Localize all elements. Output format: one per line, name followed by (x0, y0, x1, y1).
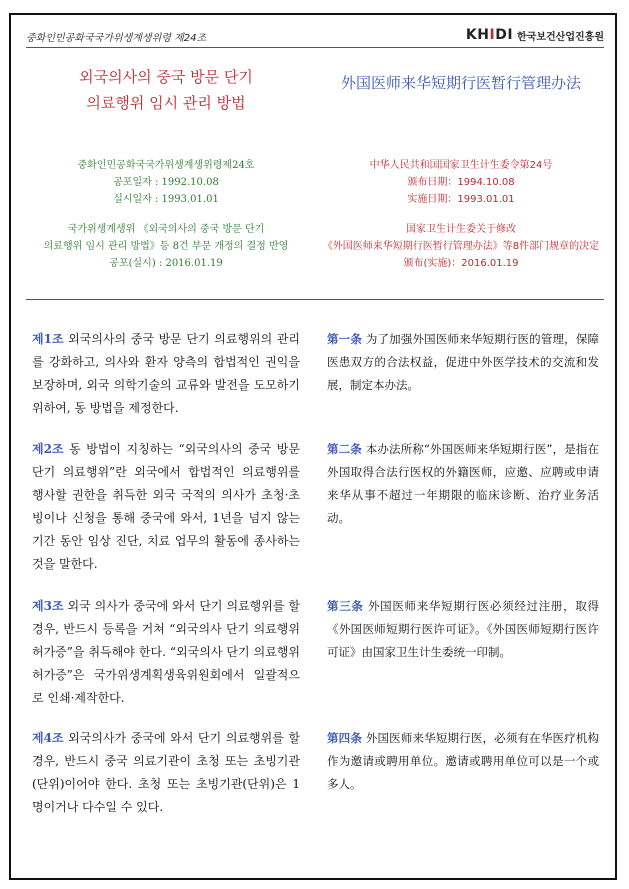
korean-article-number: 제2조 (32, 442, 64, 456)
chinese-title: 外国医师来华短期行医暂行管理办法 (340, 74, 581, 92)
chinese-article-number: 第一条 (327, 332, 363, 346)
khidi-logo (466, 27, 604, 43)
korean-amend-date: 공포(실시) : 2016.01.19 (109, 258, 223, 269)
chinese-article-3 (327, 595, 599, 664)
chinese-amend-line2: 《外国医师来华短期行医暂行管理办法》等8件部门规章的决定 (322, 241, 600, 252)
chinese-article-number: 第二条 (327, 442, 362, 456)
korean-article-1 (32, 328, 300, 420)
chinese-effective: 实施日期：1993.01.01 (407, 194, 515, 205)
chinese-published: 颁布日期：1994.10.08 (407, 177, 515, 188)
korean-article-text: 외국의사의 중국 방문 단기 의료행위의 관리를 강화하고, 의사와 환자 양측의 합법적인 권익을 보장하며, 외국 의학기술의 교류와 발전을 도모하기 위하여, 동 방법을 제정한다. (32, 332, 300, 415)
chinese-article-2 (327, 438, 599, 530)
header-divider (26, 47, 604, 48)
korean-title-line2: 의료행위 임시 관리 방법 (86, 94, 246, 112)
korean-article-number: 제3조 (32, 599, 64, 613)
korean-effective: 실시일자 : 1993.01.01 (113, 194, 219, 205)
korean-article-text: 외국 의사가 중국에 와서 단기 의료행위를 할 경우, 반드시 등록을 거쳐 “외국의사 단기 의료행위 허가증”을 취득해야 한다. “외국의사 단기 의료행위 허가증”은 국가위생계획생육위원회에서 일괄적으로 인쇄·제작한다. (32, 599, 300, 705)
logo-mark: KHIDI (465, 27, 514, 43)
chinese-article-number: 第三条 (327, 599, 364, 613)
chinese-article-number: 第四条 (327, 731, 363, 745)
korean-amend-line1: 국가위생계생위 《외국의사의 중국 방문 단기 (67, 224, 265, 235)
korean-article-number: 제1조 (32, 332, 64, 346)
chinese-issuer: 中华人民共和国国家卫生计生委令第24号 (369, 160, 553, 171)
chinese-title-block (318, 70, 604, 96)
chinese-article-1 (327, 328, 599, 397)
korean-issuer: 중화인민공화국국가위생계생위령제24호 (77, 160, 255, 171)
korean-article-text: 외국의사가 중국에 와서 단기 의료행위를 할 경우, 반드시 중국 의료기관이 초청 또는 초빙기관(단위)이어야 한다. 초청 또는 초빙기관(단위)은 1명이거나 다수일 수 있다. (32, 731, 300, 814)
korean-article-text: 동 방법이 지칭하는 “외국의사의 중국 방문 단기 의료행위”란 외국에서 합법적인 의료행위를 행사할 권한을 취득한 외국 국적의 의사가 초청·초빙이나 신청을 통해 중국에 와서, 1년을 넘지 않는 기간 동안 임상 진단, 치료 업무의 활동에 종사하는 것을 말한다. (32, 442, 300, 571)
chinese-article-text: 本办法所称“外国医师来华短期行医”，是指在外国取得合法行医权的外籍医师，应邀、应聘或申请来华从事不超过一年期限的临床诊断、治疗业务活动。 (327, 442, 600, 525)
chinese-article-4 (327, 727, 599, 796)
chinese-amend-date: 颁布(实施)：2016.01.19 (403, 258, 519, 269)
korean-title-block (26, 64, 306, 116)
korean-article-4 (32, 727, 300, 819)
page-header (26, 27, 604, 47)
korean-meta-block (26, 157, 306, 208)
chinese-amend-line1: 国家卫生计生委关于修改 (406, 224, 516, 235)
chinese-article-text: 为了加强外国医师来华短期行医的管理，保障医患双方的合法权益，促进中外医学技术的交流和发展，制定本办法。 (327, 332, 600, 392)
korean-published: 공포일자 : 1992.10.08 (113, 177, 219, 188)
chinese-meta-block (318, 157, 604, 208)
section-divider (26, 299, 604, 300)
korean-article-2 (32, 438, 300, 576)
chinese-article-text: 外国医师来华短期行医必须经过注册，取得《外国医师短期行医许可证》。《外国医师短期行医许可证》由国家卫生计生委统一印制。 (327, 599, 599, 659)
chinese-article-text: 外国医师来华短期行医，必须有在华医疗机构作为邀请或聘用单位。邀请或聘用单位可以是一个或多人。 (327, 731, 600, 791)
korean-article-3 (32, 595, 300, 710)
korean-title-line1: 외국의사의 중국 방문 단기 (79, 68, 253, 86)
chinese-amend-block (318, 221, 604, 272)
korean-amend-line2: 의료행위 임시 관리 방법》등 8건 부문 개정의 결정 반영 (43, 241, 289, 252)
korean-amend-block (26, 221, 306, 272)
logo-org-name: 한국보건산업진흥원 (517, 31, 604, 43)
korean-article-number: 제4조 (32, 731, 64, 745)
header-reference: 중화인민공화국국가위생계생위령 제24조 (26, 33, 207, 44)
